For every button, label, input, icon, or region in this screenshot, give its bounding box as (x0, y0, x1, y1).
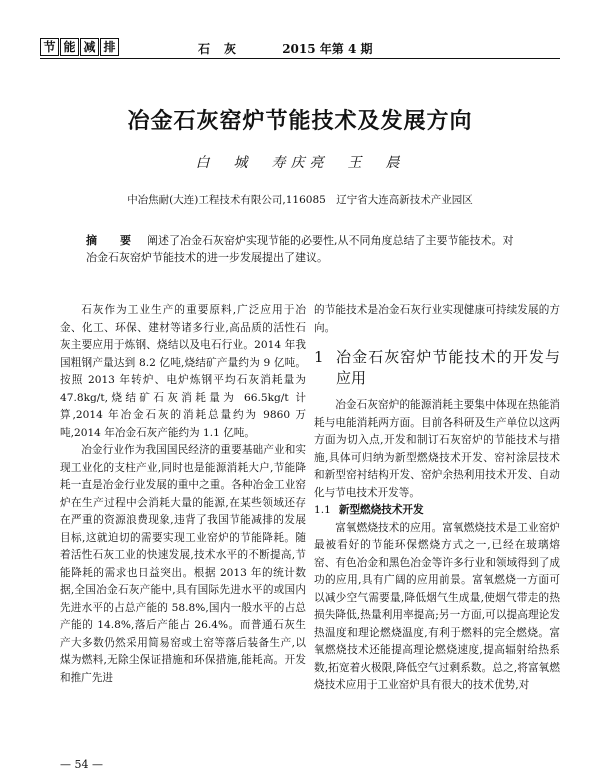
section-tag-char: 能 (60, 38, 79, 56)
article-affiliation: 中冶焦耐(大连)工程技术有限公司,116085 辽宁省大连高新技术产业园区 (127, 194, 473, 206)
article-title: 冶金石灰窑炉节能技术及发展方向 (127, 108, 473, 134)
body-paragraph: 冶金石灰窑炉的能源消耗主要集中体现在热能消耗与电能消耗两方面。目前各科研及生产单位以这两方面为切入点,开发和制订石灰窑炉的节能技术与措施,具体可归纳为新型燃烧技术开发、窑衬涂层技术和新型窑衬结构开发、窑炉余热利用技术开发、自动化与节电技术开发等。 (314, 399, 560, 499)
journal-issue: 2015 年第 4 期 (282, 42, 373, 56)
page-number: — 54 — (60, 758, 103, 771)
section-tag-char: 排 (100, 38, 119, 56)
abstract (86, 232, 522, 266)
journal-name: 石 灰 (198, 42, 238, 56)
body-paragraph: 石灰作为工业生产的重要原料,广泛应用于冶金、化工、环保、建材等诸多行业,高品质的活性石灰主要应用于炼钢、烧结以及电石行业。2014 年我国粗钢产量达到 8.2 亿吨,烧结矿产量约为 9 亿吨。按照 2013 年转炉、电炉炼钢平均石灰消耗量为 47.8kg/t,烧结矿石灰消耗量为 66.5kg/t 计算,2014 年冶金石灰的消耗总量约为 9860 万吨,2014 年冶金石灰产能约为 1.1 亿吨。 (60, 304, 306, 439)
header-rule (40, 58, 560, 59)
section-tag-char: 减 (80, 38, 99, 56)
abstract-text: 阐述了冶金石灰窑炉实现节能的必要性,从不同角度总结了主要节能技术。对冶金石灰窑炉节能技术的进一步发展提出了建议。 (86, 234, 514, 264)
subsection-title: 新型燃烧技术开发 (338, 504, 424, 516)
article-authors: 白 城 寿庆亮 王 晨 (195, 155, 405, 171)
section-number: 1 (314, 348, 324, 366)
section-tag (40, 38, 120, 56)
body-paragraph: 的节能技术是冶金石灰行业实现健康可持续发展的方向。 (314, 304, 560, 334)
body-paragraph: 冶金行业作为我国国民经济的重要基础产业和实现工业化的支柱产业,同时也是能源消耗大户,节能降耗一直是冶金行业发展的重中之重。各种冶金工业窑炉在生产过程中会消耗大量的能源,在某些领域还存在严重的资源浪费现象,违背了我国节能减排的发展目标,这就迫切的需要实现工业窑炉的节能降耗。随着活性石灰工业的快速发展,技术水平的不断提高,节能降耗的需求也日益突出。根据 2013 年的统计数据,全国冶金石灰产能中,具有国际先进水平的或国内先进水平的占总产能的 58.8%,国内一般水平的占总产能的 14.8%,落后产能占 26.4%。而普通石灰生产大多数仍然采用简易窑或土窑等落后装备生产,以煤为燃料,无除尘保证措施和环保措施,能耗高。开发和推广先进 (60, 444, 306, 684)
section-heading (314, 347, 560, 389)
running-head (198, 40, 373, 57)
left-column (60, 302, 306, 687)
right-column (314, 302, 560, 695)
subsection-number: 1.1 (314, 504, 331, 516)
subsection-heading (314, 502, 560, 520)
section-title: 冶金石灰窑炉节能技术的开发与应用 (336, 348, 560, 387)
abstract-label: 摘 要 (86, 234, 137, 247)
section-tag-char: 节 (40, 38, 59, 56)
body-paragraph: 富氧燃烧技术的应用。富氧燃烧技术是工业窑炉最被看好的节能环保燃烧方式之一,已经在玻璃熔窑、有色冶金和黑色冶金等许多行业和领域得到了成功的应用,具有广阔的应用前景。富氧燃烧一方面可以减少空气需要量,降低烟气生成量,使烟气带走的热损失降低,热量利用率提高;另一方面,可以提高理论发热温度和理论燃烧温度,有利于燃料的完全燃烧。富氧燃烧技术还能提高理论燃烧速度,提高辐射给热系数,拓宽着火极限,降低空气过剩系数。总之,将富氧燃烧技术应用于工业窑炉具有很大的技术优势,对 (314, 521, 560, 691)
